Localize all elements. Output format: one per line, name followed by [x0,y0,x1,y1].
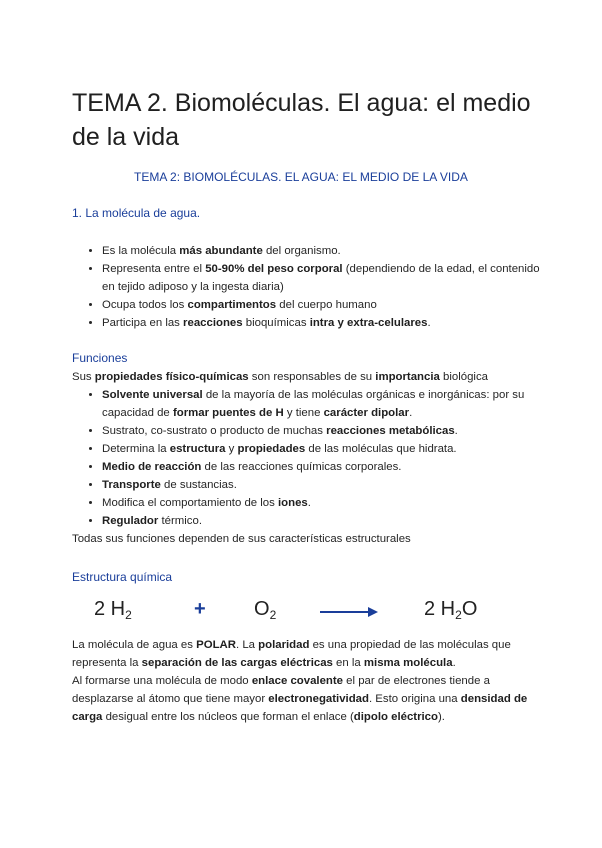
bold-text: dipolo eléctrico [353,711,438,723]
funciones-list-item [102,494,542,512]
text-segment: en la [332,657,364,669]
text-segment: La molécula de agua es [72,639,197,651]
text-segment: . Esto origina una [368,693,461,705]
bold-text: Transporte [102,479,161,491]
funciones-list-item [102,440,542,458]
bold-text: separación de las cargas eléctricas [141,657,333,669]
funciones-list-item [102,512,542,530]
equation-reactant-o2: $O_2$ [254,598,277,622]
text-segment: . [409,407,413,419]
text-segment: de la mayoría de las moléculas orgánicas e inorgánicas: por su capacidad de [102,389,525,419]
text-segment: (dependiendo de la edad, el contenido en tejido adiposo y la ingesta diaria) [102,263,540,293]
bold-text: misma molécula [363,657,453,669]
chemical-equation [72,594,542,628]
text-segment: Sus [72,371,95,383]
text-segment: Al formarse una molécula de modo [72,675,252,687]
text-segment: . [454,425,458,437]
section-heading-funciones: Funciones [72,351,128,365]
bold-text: propiedades físico-químicas [94,371,249,383]
bold-text: densidad de carga [72,693,528,723]
text-segment: . La [236,639,259,651]
equation-subscript: 2 [455,608,462,622]
bold-text: más abundante [179,245,263,257]
bold-text: enlace covalente [251,675,343,687]
text-segment: Representa entre el [102,263,206,275]
text-segment: Determina la [102,443,170,455]
text-segment: Modifica el comportamiento de los [102,497,279,509]
molecula-list-item [102,314,542,332]
text-segment: y [225,443,238,455]
enlace-paragraph [72,672,542,726]
text-segment: ). [437,711,445,723]
text-segment: . [307,497,311,509]
funciones-list-item [102,476,542,494]
text-segment: de sustancias. [160,479,237,491]
text-segment: de las reacciones químicas corporales. [201,461,402,473]
equation-product-h2o: 2 $H_2O$ [424,598,478,622]
estructura-text [72,636,542,726]
page-title: TEMA 2. Biomoléculas. El agua: el medio de la vida [72,89,531,151]
bold-text: Solvente universal [102,389,203,401]
bold-text: electronegatividad [268,693,369,705]
text-segment: y tiene [283,407,324,419]
funciones-list [72,386,542,530]
section-heading-estructura: Estructura química [72,570,173,584]
molecula-list-item [102,260,542,296]
bold-text: reacciones metabólicas [326,425,455,437]
text-segment: de las moléculas que hidrata. [305,443,457,455]
polaridad-paragraph [72,636,542,672]
text-segment: desigual entre los núcleos que forman el enlace ( [102,711,354,723]
bold-text: intra y extra-celulares [309,317,428,329]
equation-plus: + [194,598,206,620]
text-segment: el par de electrones tiende a desplazarse al átomo que tiene mayor [72,675,490,705]
text-segment: del cuerpo humano [276,299,377,311]
bold-text: carácter dipolar [323,407,410,419]
text-segment: Sustrato, co-sustrato o producto de muchas [102,425,327,437]
bold-text: propiedades [237,443,306,455]
molecula-list [72,242,542,332]
bold-text: compartimentos [187,299,277,311]
text-segment: . [452,657,456,669]
bold-text: reacciones [183,317,243,329]
text-segment: Participa en las [102,317,184,329]
text-segment: Es la molécula [102,245,180,257]
text-segment: Ocupa todos los [102,299,188,311]
bold-text: Regulador [102,515,159,527]
bold-text: 50-90% del peso corporal [205,263,343,275]
bold-text: polaridad [258,639,310,651]
text-segment: es una propiedad de las moléculas que representa la [72,639,511,669]
funciones-list-item [102,458,542,476]
funciones-intro [72,368,542,386]
bold-text: formar puentes de H [172,407,284,419]
document-subtitle: TEMA 2: BIOMOLÉCULAS. EL AGUA: EL MEDIO DE LA VIDA [134,170,468,184]
bold-text: POLAR [196,639,236,651]
bold-text: iones [278,497,308,509]
text-segment: bioquímicas [242,317,310,329]
equation-reactant-h2: 2 $H_2$ [94,598,132,622]
funciones-list-item [102,422,542,440]
equation-subscript: 2 [125,608,132,622]
bold-text: estructura [169,443,226,455]
funciones-closing: Todas sus funciones dependen de sus características estructurales [72,533,411,545]
section-heading-molecula: 1. La molécula de agua. [72,206,201,220]
funciones-list-item [102,386,542,422]
text-segment: térmico. [158,515,202,527]
text-segment: del organismo. [262,245,341,257]
reaction-arrow-icon [320,606,378,618]
equation-subscript: 2 [269,608,277,622]
text-segment: . [427,317,431,329]
bold-text: Medio de reacción [102,461,202,473]
molecula-list-item [102,242,542,260]
bold-text: importancia [375,371,440,383]
text-segment: son responsables de su [248,371,376,383]
text-segment: biológica [439,371,488,383]
molecula-list-item [102,296,542,314]
